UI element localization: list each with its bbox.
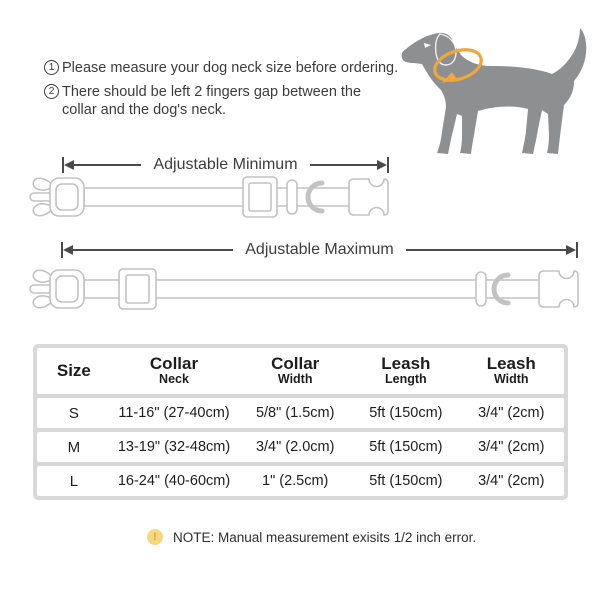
buckle-frame-inner xyxy=(56,184,78,210)
collar-strap xyxy=(84,188,360,206)
measure-label: Adjustable Minimum xyxy=(153,156,298,173)
measure-label: Adjustable Maximum xyxy=(245,241,394,258)
dog-silhouette-illustration xyxy=(400,22,590,167)
header-subtitle: Width xyxy=(493,372,529,387)
arrow-line xyxy=(74,164,141,166)
cell-collar-neck: 13-19" (32-48cm) xyxy=(117,439,231,455)
table-row xyxy=(37,466,564,496)
buckle-receiver xyxy=(539,271,578,307)
instructions xyxy=(44,59,400,125)
measure-arrow-maximum xyxy=(61,240,578,260)
strap-slider-inner xyxy=(249,183,271,211)
cell-size: M xyxy=(67,438,81,456)
note-text: NOTE: Manual measurement exisits 1/2 inch error. xyxy=(173,529,477,545)
arrowhead-left-icon xyxy=(63,245,73,255)
arrowhead-right-icon xyxy=(566,245,576,255)
header-title: Leash xyxy=(486,353,536,373)
cell-leash-length: 5ft (150cm) xyxy=(369,473,443,489)
cell-leash-width: 3/4" (2cm) xyxy=(478,473,545,489)
buckle-frame-inner xyxy=(56,276,78,302)
instruction-item xyxy=(44,83,400,120)
collar-diagram-maximum xyxy=(28,266,582,312)
table-row xyxy=(37,432,564,462)
header-subtitle: Length xyxy=(385,372,427,387)
exclamation-icon: ! xyxy=(147,529,163,545)
column-header-leash-width xyxy=(459,355,564,387)
table-header-row xyxy=(37,348,564,394)
instruction-item xyxy=(44,59,400,78)
arrow-line xyxy=(310,164,377,166)
strap-slider-inner xyxy=(126,275,149,303)
cell-size: L xyxy=(69,472,79,490)
arrowhead-right-icon xyxy=(377,160,387,170)
header-subtitle: Width xyxy=(277,372,313,387)
instruction-text: Please measure your dog neck size before ordering. xyxy=(62,60,399,76)
cell-leash-length: 5ft (150cm) xyxy=(369,439,443,455)
circled-number-icon: 2 xyxy=(44,84,59,99)
collar-diagram-minimum xyxy=(28,174,390,220)
buckle-receiver xyxy=(349,179,388,215)
cell-collar-width: 5/8" (1.5cm) xyxy=(255,405,335,421)
header-title: Leash xyxy=(381,353,431,373)
cell-leash-width: 3/4" (2cm) xyxy=(478,405,545,421)
cell-collar-neck: 11-16" (27-40cm) xyxy=(118,405,230,421)
note xyxy=(147,529,476,545)
cell-collar-neck: 16-24" (40-60cm) xyxy=(117,473,231,489)
dog-body xyxy=(402,28,587,154)
column-header-collar-width xyxy=(237,355,353,387)
circled-number-icon: 1 xyxy=(44,60,59,75)
arrow-line xyxy=(406,249,566,251)
table-row xyxy=(37,398,564,428)
column-header-collar-neck xyxy=(111,355,237,387)
cell-collar-width: 3/4" (2.0cm) xyxy=(255,439,335,455)
cell-collar-width: 1" (2.5cm) xyxy=(262,473,329,489)
column-header-size: Size xyxy=(56,360,91,380)
arrow-end-tick xyxy=(576,242,578,258)
arrow-line xyxy=(73,249,233,251)
arrow-end-tick xyxy=(387,157,389,173)
strap-keeper-bar xyxy=(287,180,297,214)
arrowhead-left-icon xyxy=(64,160,74,170)
measure-arrow-minimum xyxy=(62,155,389,175)
cell-leash-length: 5ft (150cm) xyxy=(369,405,443,421)
cell-size: S xyxy=(68,404,79,422)
column-header-leash-length xyxy=(353,355,458,387)
size-table xyxy=(33,344,568,500)
instruction-text: There should be left 2 fingers gap between the collar and the dog's neck. xyxy=(62,83,362,119)
header-subtitle: Neck xyxy=(159,372,189,387)
strap-keeper-bar xyxy=(476,272,486,306)
header-title: Collar xyxy=(271,353,320,373)
cell-leash-width: 3/4" (2cm) xyxy=(478,439,545,455)
header-title: Collar xyxy=(149,353,199,373)
